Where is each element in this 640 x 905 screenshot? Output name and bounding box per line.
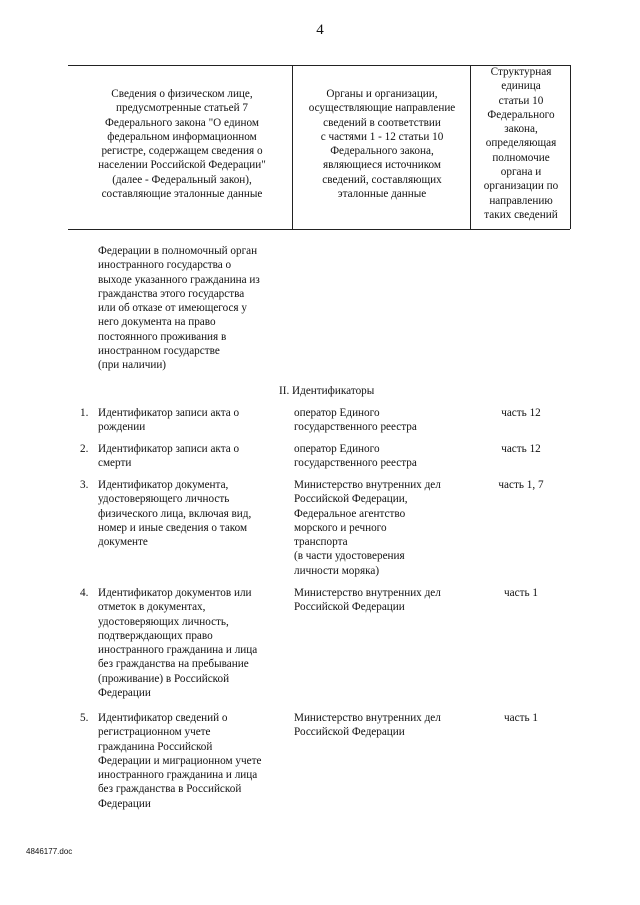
row-number: 3. <box>80 479 89 491</box>
header-col-organizations: Органы и организации, осуществляющие направление сведений в соответствии с частями 1 - 12 статьи 10 Федерального закона, являющиеся источником сведений, составляющих эталонные данные <box>308 88 456 201</box>
row-part: часть 12 <box>501 443 541 455</box>
row-organization: Министерство внутренних дел Российской Федерации, Федеральное агентство морского и речного транспорта (в части удостоверения личности моряка) <box>294 479 441 577</box>
row-number: 1. <box>80 407 89 419</box>
header-divider-2 <box>470 65 471 229</box>
row-part: часть 1, 7 <box>498 479 544 491</box>
row-part: часть 1 <box>504 712 538 724</box>
header-divider-1 <box>292 65 293 229</box>
row-number: 2. <box>80 443 89 455</box>
header-col-structural-unit: Структурная единица статьи 10 Федерального закона, определяющая полномочие органа и организации по направлению таких сведений <box>483 66 559 221</box>
header-right-border <box>570 65 571 229</box>
row-part: часть 1 <box>504 587 538 599</box>
row-part: часть 12 <box>501 407 541 419</box>
row-info: Идентификатор сведений о регистрационном учете гражданина Российской Федерации и миграционном учете иностранного гражданина и лица без гражданства в Российской Федерации <box>98 712 262 810</box>
row-info: Идентификатор документов или отметок в документах, удостоверяющих личность, подтверждающих право иностранного гражданина и лица без гражданства на пребывание (проживание) в Российской Федерации <box>98 587 258 700</box>
row-number: 4. <box>80 587 89 599</box>
row-organization: Министерство внутренних дел Российской Федерации <box>294 712 441 739</box>
section-title: II. Идентификаторы <box>279 385 375 397</box>
continuation-text: Федерации в полномочный орган иностранного государства о выходе указанного гражданина из гражданства этого государства или об отказе от имеющегося у него документа на право постоянного проживания в иностранном государстве (при наличии) <box>98 245 260 372</box>
row-info: Идентификатор документа, удостоверяющего личность физического лица, включая вид, номер и иные сведения о таком документе <box>98 479 252 549</box>
row-organization: оператор Единого государственного реестра <box>294 443 417 470</box>
row-number: 5. <box>80 712 89 724</box>
row-info: Идентификатор записи акта о смерти <box>98 443 240 470</box>
row-info: Идентификатор записи акта о рождении <box>98 407 240 434</box>
row-organization: Министерство внутренних дел Российской Федерации <box>294 587 441 614</box>
header-col-info: Сведения о физическом лице, предусмотренные статьей 7 Федерального закона "О едином федеральном информационном регистре, содержащем сведения о населении Российской Федерации" (далее - Федеральный закон), составляющие эталонные данные <box>98 88 266 201</box>
row-organization: оператор Единого государственного реестра <box>294 407 417 434</box>
footer-filename: 4846177.doc <box>26 847 73 856</box>
page-number: 4 <box>316 22 324 38</box>
header-bottom-border <box>68 229 570 230</box>
